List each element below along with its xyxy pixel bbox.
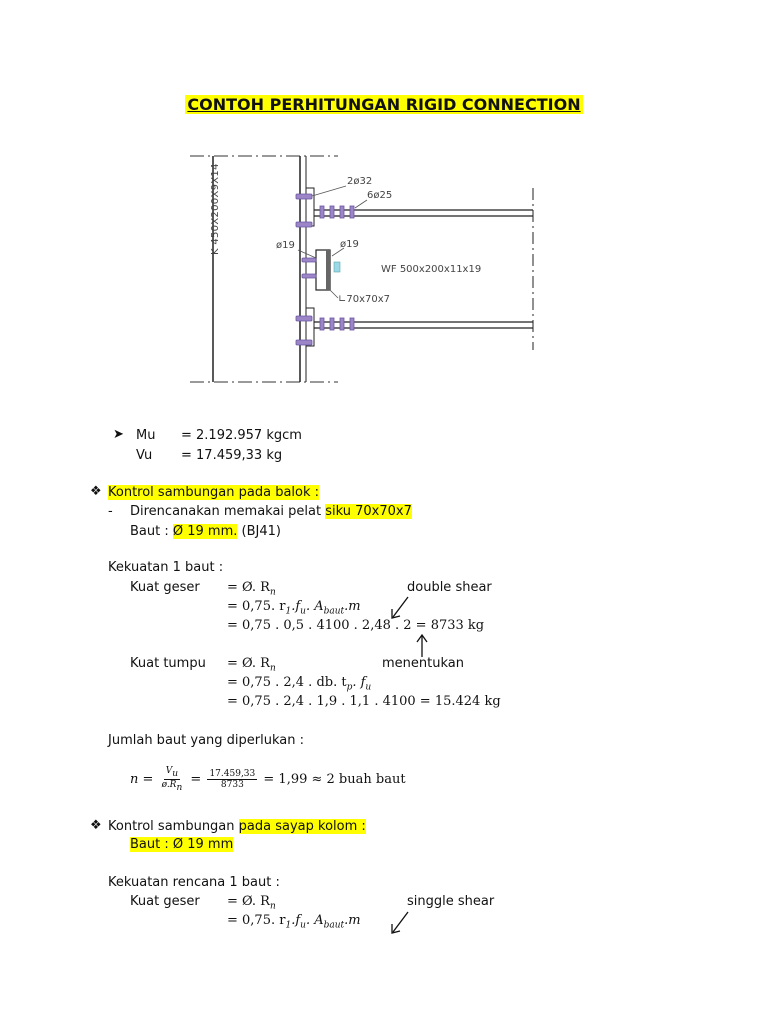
- tumpu-eq-1: = Ø. $R_n$: [227, 656, 276, 674]
- double-shear-note: double shear: [407, 580, 492, 595]
- section2-bolt-spec: Baut : Ø 19 mm: [130, 837, 234, 852]
- plate-line: Direncanakan memakai pelat siku 70x70x7: [130, 504, 412, 519]
- vu-value: = 17.459,33 kg: [181, 448, 283, 463]
- kekuatan-rencana-heading: Kekuatan rencana 1 baut :: [108, 875, 280, 890]
- geser-eq-2: = 0,75. $r_1.f_u$. $A_{baut}.m$: [227, 599, 361, 617]
- menentukan-note: menentukan: [382, 656, 464, 671]
- beam-section-label: WF 500x200x11x19: [381, 264, 482, 275]
- kuat-geser-label-2: Kuat geser: [130, 894, 200, 909]
- section1-heading: Kontrol sambungan pada balok :: [108, 485, 320, 500]
- section2-heading: Kontrol sambungan pada sayap kolom :: [108, 819, 366, 834]
- arrow-down-left-icon: [388, 593, 418, 623]
- singgle-shear-note: singgle shear: [407, 894, 495, 909]
- mu-label: Mu: [136, 428, 156, 443]
- kuat-geser-label: Kuat geser: [130, 580, 200, 595]
- diamond-bullet-icon-2: ❖: [90, 818, 102, 833]
- arrow-bullet-icon: ➤: [113, 427, 124, 442]
- bolt-count-equation: n = $\frac{V_u}{ø.R_n}$ = $\frac{17.459,33}{8733}$ = 1,99 ≈ 2 buah baut: [130, 766, 406, 793]
- geser-eq-3: = 0,75 . 0,5 . 4100 . 2,48 . 2 = 8733 kg: [227, 618, 485, 633]
- tumpu-eq-2: = 0,75 . 2,4 . db. $t_p$. $f_u$: [227, 675, 372, 693]
- geser-eq-1-s2: = Ø. $R_n$: [227, 894, 276, 912]
- dash-bullet: -: [108, 504, 113, 519]
- jumlah-baut-heading: Jumlah baut yang diperlukan :: [108, 733, 304, 748]
- mu-value: = 2.192.957 kgcm: [181, 428, 302, 443]
- bolt-label-2d32: 2ø32: [347, 176, 373, 187]
- bolt-label-d19-left: ø19: [276, 240, 295, 251]
- bolt-label-6d25: 6ø25: [367, 190, 393, 201]
- diamond-bullet-icon: ❖: [90, 484, 102, 499]
- kuat-tumpu-label: Kuat tumpu: [130, 656, 206, 671]
- tumpu-eq-3: = 0,75 . 2,4 . 1,9 . 1,1 . 4100 = 15.424 kg: [227, 694, 501, 709]
- vu-label: Vu: [136, 448, 153, 463]
- bolt-spec-line: Baut : Ø 19 mm. (BJ41): [130, 524, 281, 539]
- bolt-label-d19-right: ø19: [340, 239, 359, 250]
- geser-eq-2-s2: = 0,75. $r_1.f_u$. $A_{baut}.m$: [227, 913, 361, 931]
- kekuatan-heading: Kekuatan 1 baut :: [108, 560, 224, 575]
- column-section-label: K 450X200X9X14: [210, 163, 221, 255]
- angle-label: ∟70x70x7: [338, 294, 391, 305]
- geser-eq-1: = Ø. $R_n$: [227, 580, 276, 598]
- page-title: CONTOH PERHITUNGAN RIGID CONNECTION: [187, 95, 581, 114]
- arrow-down-left-icon-2: [388, 908, 418, 938]
